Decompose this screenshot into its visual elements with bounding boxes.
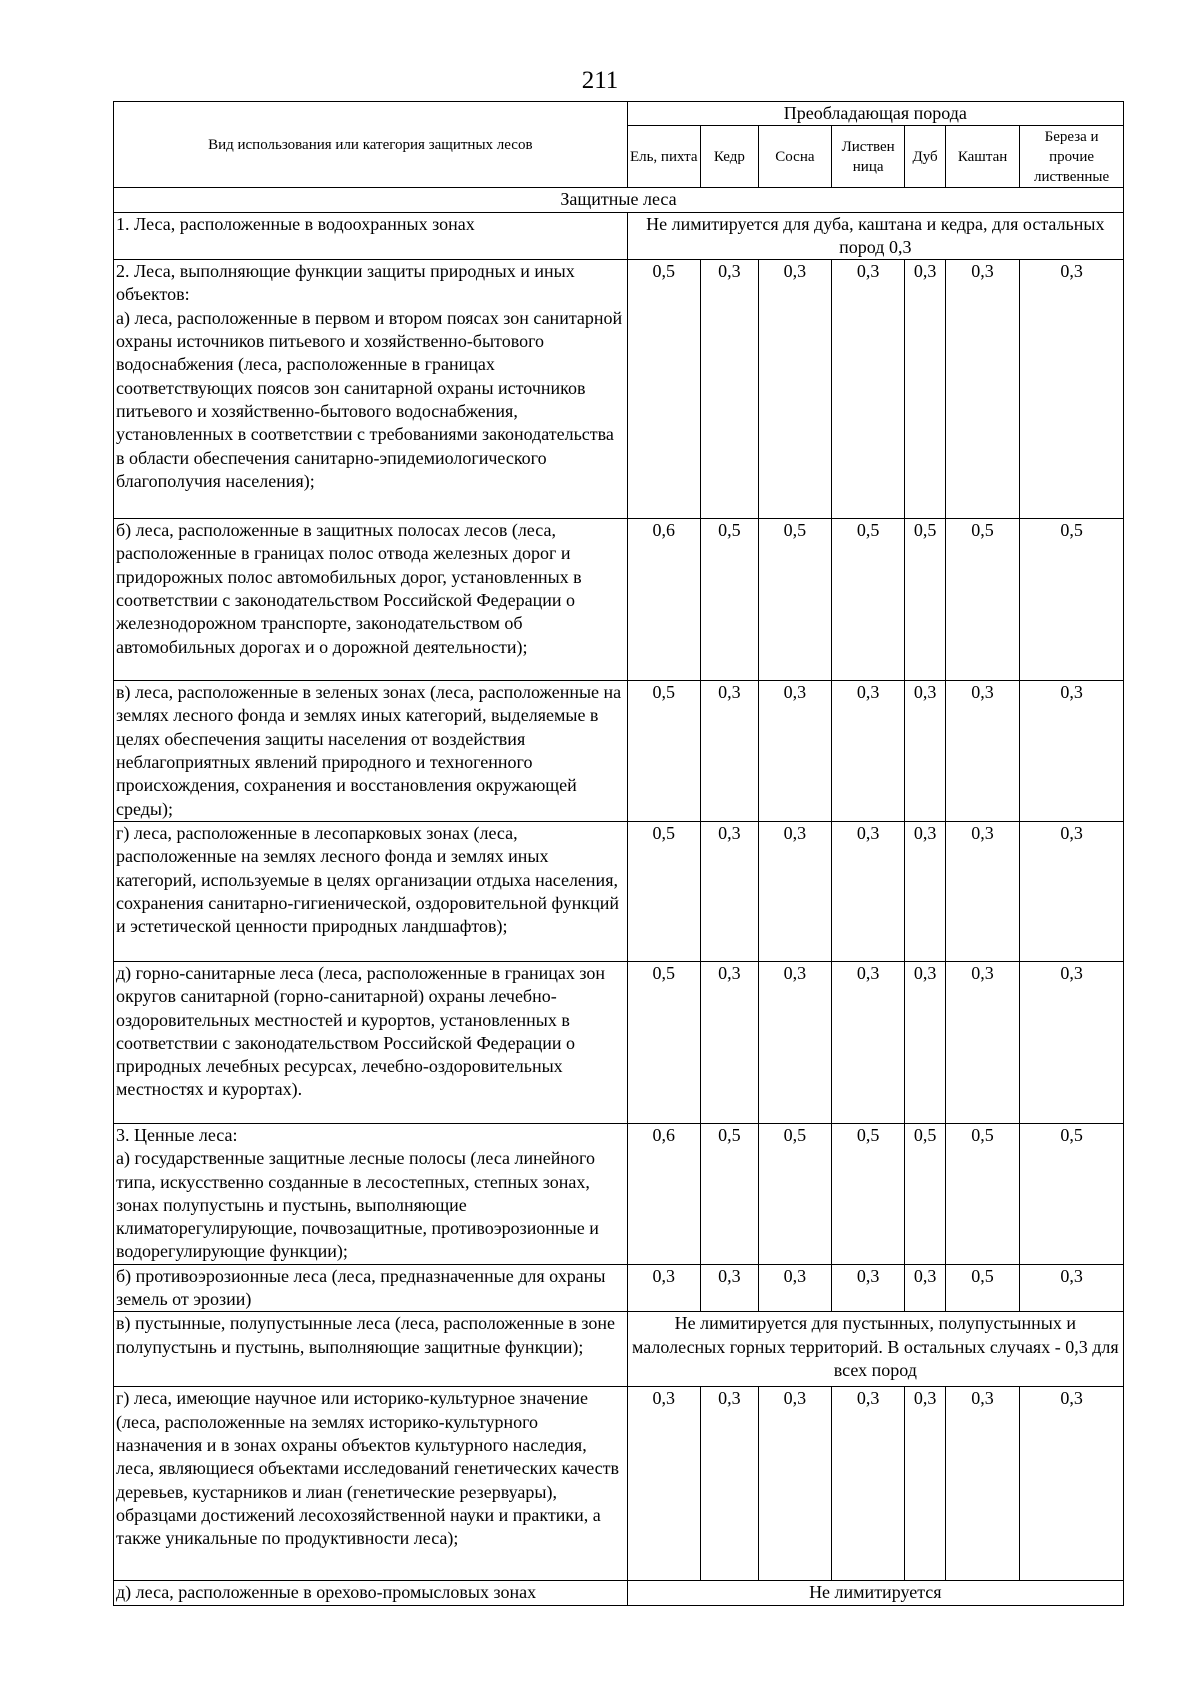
- value-cedar: 0,3: [700, 681, 758, 822]
- table-row: [114, 212, 1124, 260]
- table-row: [114, 519, 1124, 681]
- header-species-cedar: Кедр: [700, 126, 758, 188]
- value-pine: 0,3: [758, 821, 831, 961]
- value-chestnut: 0,5: [945, 519, 1019, 681]
- row-description: б) противоэрозионные леса (леса, предназначенные для охраны земель от эрозии): [114, 1264, 628, 1312]
- row-note: Не лимитируется для дуба, каштана и кедра, для остальных пород 0,3: [627, 212, 1123, 260]
- row-description: б) леса, расположенные в защитных полосах лесов (леса, расположенные в границах полос отвода железных дорог и придорожных полос автомобильных дорог, установленных в соответствии с законодательством Российской Федерации о железнодорожном транспорте, законодательством об автомобильных дорогах и о дорожной деятельности);: [114, 519, 628, 681]
- value-cedar: 0,3: [700, 1264, 758, 1312]
- header-species-group: Преобладающая порода: [627, 102, 1123, 126]
- value-pine: 0,5: [758, 519, 831, 681]
- value-chestnut: 0,3: [945, 681, 1019, 822]
- value-chestnut: 0,3: [945, 1387, 1019, 1581]
- value-birch: 0,5: [1020, 519, 1124, 681]
- value-birch: 0,3: [1020, 821, 1124, 961]
- table-row: [114, 260, 1124, 519]
- value-spruce: 0,6: [627, 1123, 700, 1264]
- value-chestnut: 0,3: [945, 961, 1019, 1123]
- value-chestnut: 0,3: [945, 260, 1019, 519]
- value-birch: 0,3: [1020, 260, 1124, 519]
- value-cedar: 0,3: [700, 961, 758, 1123]
- value-pine: 0,3: [758, 260, 831, 519]
- row-note: Не лимитируется для пустынных, полупустынных и малолесных горных территорий. В остальных случаях - 0,3 для всех пород: [627, 1312, 1123, 1387]
- value-birch: 0,3: [1020, 681, 1124, 822]
- table-row: [114, 1264, 1124, 1312]
- header-category: Вид использования или категория защитных лесов: [114, 102, 628, 188]
- value-larch: 0,5: [832, 1123, 905, 1264]
- value-spruce: 0,6: [627, 519, 700, 681]
- regulation-table: [113, 101, 1124, 1606]
- value-oak: 0,5: [905, 1123, 946, 1264]
- row-note: Не лимитируется: [627, 1581, 1123, 1605]
- row-description: в) пустынные, полупустынные леса (леса, расположенные в зоне полупустынь и пустынь, выполняющие защитные функции);: [114, 1312, 628, 1387]
- row-description: в) леса, расположенные в зеленых зонах (леса, расположенные на землях лесного фонда и землях иных категорий, выделяемые в целях обеспечения защиты населения от воздействия неблагоприятных явлений природного и техногенного происхождения, сохранения и восстановления окружающей среды);: [114, 681, 628, 822]
- value-birch: 0,5: [1020, 1123, 1124, 1264]
- section-title: Защитные леса: [114, 188, 1124, 212]
- row-description: г) леса, имеющие научное или историко-культурное значение (леса, расположенные на землях историко-культурного назначения и в зонах охраны объектов культурного наследия, леса, являющиеся объектами исследований генетических качеств деревьев, кустарников и лиан (генетические резервуары), образцами достижений лесохозяйственной науки и практики, а также уникальные по продуктивности леса);: [114, 1387, 628, 1581]
- value-cedar: 0,3: [700, 1387, 758, 1581]
- value-cedar: 0,5: [700, 519, 758, 681]
- value-larch: 0,3: [832, 260, 905, 519]
- table-row: [114, 681, 1124, 822]
- row-description: 1. Леса, расположенные в водоохранных зонах: [114, 212, 628, 260]
- value-larch: 0,5: [832, 519, 905, 681]
- value-oak: 0,3: [905, 1264, 946, 1312]
- value-chestnut: 0,3: [945, 821, 1019, 961]
- value-cedar: 0,3: [700, 260, 758, 519]
- header-species-pine: Сосна: [758, 126, 831, 188]
- value-pine: 0,3: [758, 1387, 831, 1581]
- value-pine: 0,5: [758, 1123, 831, 1264]
- value-cedar: 0,3: [700, 821, 758, 961]
- table-row: [114, 821, 1124, 961]
- value-larch: 0,3: [832, 681, 905, 822]
- value-oak: 0,3: [905, 260, 946, 519]
- table-row: [114, 1123, 1124, 1264]
- row-description: 3. Ценные леса: а) государственные защитные лесные полосы (леса линейного типа, искусственно созданные в лесостепных, степных зонах, зонах полупустынь и пустынь, выполняющие климаторегулирующие, почвозащитные, противоэрозионные и водорегулирующие функции);: [114, 1123, 628, 1264]
- table-row: [114, 1387, 1124, 1581]
- value-larch: 0,3: [832, 1264, 905, 1312]
- row-description: г) леса, расположенные в лесопарковых зонах (леса, расположенные на землях лесного фонда и землях иных категорий, используемые в целях организации отдыха населения, сохранения санитарно-гигиенической, оздоровительной функций и эстетической ценности природных ландшафтов);: [114, 821, 628, 961]
- header-species-spruce: Ель, пихта: [627, 126, 700, 188]
- value-chestnut: 0,5: [945, 1123, 1019, 1264]
- row-description: д) леса, расположенные в орехово-промысловых зонах: [114, 1581, 628, 1605]
- table-row: [114, 961, 1124, 1123]
- value-larch: 0,3: [832, 1387, 905, 1581]
- table-row: [114, 1581, 1124, 1605]
- value-chestnut: 0,5: [945, 1264, 1019, 1312]
- value-spruce: 0,3: [627, 1264, 700, 1312]
- header-species-oak: Дуб: [905, 126, 946, 188]
- row-description: д) горно-санитарные леса (леса, расположенные в границах зон округов санитарной (горно-санитарной) охраны лечебно-оздоровительных местностей и курортов, установленных в соответствии с законодательством Российской Федерации о природных лечебных ресурсах, лечебно-оздоровительных местностях и курортах).: [114, 961, 628, 1123]
- header-species-birch: Береза и прочие лиственные: [1020, 126, 1124, 188]
- value-spruce: 0,5: [627, 681, 700, 822]
- table-row: [114, 1312, 1124, 1387]
- value-larch: 0,3: [832, 821, 905, 961]
- header-species-larch: Листвен ница: [832, 126, 905, 188]
- row-description: 2. Леса, выполняющие функции защиты природных и иных объектов: а) леса, расположенные в первом и втором поясах зон санитарной охраны источников питьевого и хозяйственно-бытового водоснабжения (леса, расположенные в границах соответствующих поясов зон санитарной охраны источников питьевого и хозяйственно-бытового водоснабжения, установленных в соответствии с требованиями законодательства в области обеспечения санитарно-эпидемиологического благополучия населения);: [114, 260, 628, 519]
- value-oak: 0,5: [905, 519, 946, 681]
- value-oak: 0,3: [905, 681, 946, 822]
- value-pine: 0,3: [758, 681, 831, 822]
- value-oak: 0,3: [905, 961, 946, 1123]
- value-birch: 0,3: [1020, 1387, 1124, 1581]
- value-spruce: 0,5: [627, 260, 700, 519]
- value-birch: 0,3: [1020, 961, 1124, 1123]
- value-spruce: 0,5: [627, 961, 700, 1123]
- value-spruce: 0,5: [627, 821, 700, 961]
- page-number: 211: [581, 67, 619, 94]
- value-larch: 0,3: [832, 961, 905, 1123]
- header-species-chestnut: Каштан: [945, 126, 1019, 188]
- value-oak: 0,3: [905, 821, 946, 961]
- value-pine: 0,3: [758, 1264, 831, 1312]
- value-cedar: 0,5: [700, 1123, 758, 1264]
- value-pine: 0,3: [758, 961, 831, 1123]
- value-oak: 0,3: [905, 1387, 946, 1581]
- value-spruce: 0,3: [627, 1387, 700, 1581]
- value-birch: 0,3: [1020, 1264, 1124, 1312]
